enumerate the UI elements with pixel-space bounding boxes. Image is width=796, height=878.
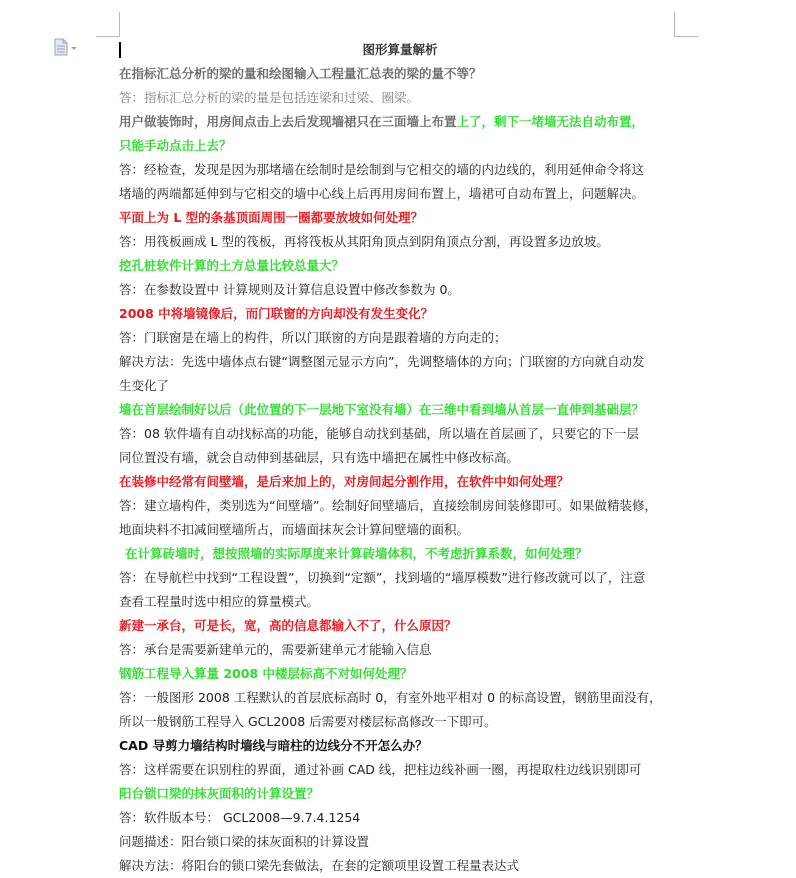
- answer-line: 答：在导航栏中找到“工程设置”，切换到“定额”，找到墙的“墙厚模数”进行修改就可以了，注意: [119, 570, 646, 585]
- question-line: 墙在首层绘制好以后（此位置的下一层地下室没有墙）在三维中看到墙从首层一直伸到基础层？: [119, 402, 645, 417]
- text-run: 用户做装饰时，用房间点击上去后发现墙裙只在三面墙上布置: [119, 114, 457, 129]
- question-line: 只能手动点击上去？: [119, 138, 232, 153]
- answer-line: 问题描述：阳台锁口梁的抹灰面积的计算设置: [119, 834, 370, 849]
- answer-line: 答：经检查，发现是因为那堵墙在绘制时是绘制到与它相交的墙的内边线的，利用延伸命令将这: [119, 162, 645, 177]
- answer-line: 答：一般图形 2008 工程默认的首层底标高时 0，有室外地平相对 0 的标高设置，钢筋里面没有，: [119, 690, 662, 705]
- question-line: 平面上为 L 型的条基顶面周围一圈都要放坡如何处理？: [119, 210, 424, 225]
- answer-line: 答：08 软件墙有自动找标高的功能，能够自动找到基础，所以墙在首层画了，只要它的下一层: [119, 426, 639, 441]
- question-line: 挖孔桩软件计算的土方总量比较总量大？: [119, 258, 345, 273]
- answer-line: 答：用筏板画成 L 型的筏板，再将筏板从其阳角顶点到阴角顶点分割，再设置多边放坡。: [119, 234, 609, 249]
- crop-mark-top-left-vertical: [119, 12, 120, 36]
- question-line: 2008 中将墙镜像后，而门联窗的方向却没有发生变化？: [119, 306, 434, 321]
- text-run: 上了，剩下一堵墙无法自动布置，: [456, 114, 645, 129]
- crop-mark-top-right-horizontal: [674, 36, 698, 37]
- answer-line: 所以一般钢筋工程导入 GCL2008 后需要对楼层标高修改一下即可。: [119, 714, 497, 729]
- answer-line: 堵墙的两端都延伸到与它相交的墙中心线上后再用房间布置上，墙裙可自动布置上，问题解决。: [119, 186, 645, 201]
- document-outline-icon[interactable]: [53, 38, 79, 56]
- answer-line: 答：承台是需要新建单元的，需要新建单元才能输入信息: [119, 642, 432, 657]
- answer-line: 同位置没有墙，就会自动伸到基础层，只有选中墙把在属性中修改标高。: [119, 450, 520, 465]
- answer-line: 查看工程量时选中相应的算量模式。: [119, 594, 320, 609]
- question-line: 钢筋工程导入算量 2008 中楼层标高不对如何处理？: [119, 666, 413, 681]
- answer-line: 答：建立墙构件，类别选为“间壁墙”。绘制好间壁墙后，直接绘制房间装修即可。如果做精装修，: [119, 498, 657, 513]
- question-line: 在计算砖墙时，想按照墙的实际厚度来计算砖墙体积，不考虑折算系数，如何处理？: [125, 546, 588, 561]
- question-line: 新建一承台，可是长，宽，高的信息都输入不了，什么原因？: [119, 618, 457, 633]
- answer-line: 答：指标汇总分析的梁的量是包括连梁和过梁、圈梁。: [119, 90, 420, 105]
- answer-line: 地面块料不扣减间壁墙所占，而墙面抹灰会计算间壁墙的面积。: [119, 522, 470, 537]
- question-line: 在装修中经常有间壁墙，是后来加上的，对房间起分割作用，在软件中如何处理？: [119, 474, 570, 489]
- answer-line: 解决方法：先选中墙体点右键“调整图元显示方向”，先调整墙体的方向；门联窗的方向就自动发: [119, 354, 645, 369]
- question-line: [119, 110, 679, 134]
- answer-line: 生变化了: [119, 378, 170, 393]
- answer-line: 答：这样需要在识别柱的界面，通过补画 CAD 线，把柱边线补画一圈，再提取柱边线识别即可: [119, 762, 642, 777]
- crop-mark-top-left-horizontal: [96, 36, 120, 37]
- question-line: 阳台锁口梁的抹灰面积的计算设置？: [119, 786, 320, 801]
- answer-line: 答：软件版本号： GCL2008—9.7.4.1254: [119, 810, 361, 825]
- question-line: CAD 导剪力墙结构时墙线与暗柱的边线分不开怎么办？: [119, 738, 428, 753]
- document-title: 图形算量解析: [362, 42, 438, 57]
- answer-line: 答：门联窗是在墙上的构件，所以门联窗的方向是跟着墙的方向走的；: [119, 330, 507, 345]
- question-line: 在指标汇总分析的梁的量和绘图输入工程量汇总表的梁的量不等？: [119, 66, 482, 81]
- document-body[interactable]: [119, 62, 679, 878]
- crop-mark-top-right-vertical: [674, 12, 675, 36]
- answer-line: 解决方法：将阳台的锁口梁先套做法，在套的定额项里设置工程量表达式: [119, 858, 520, 873]
- answer-line: 答：在参数设置中 计算规则及计算信息设置中修改参数为 0。: [119, 282, 460, 297]
